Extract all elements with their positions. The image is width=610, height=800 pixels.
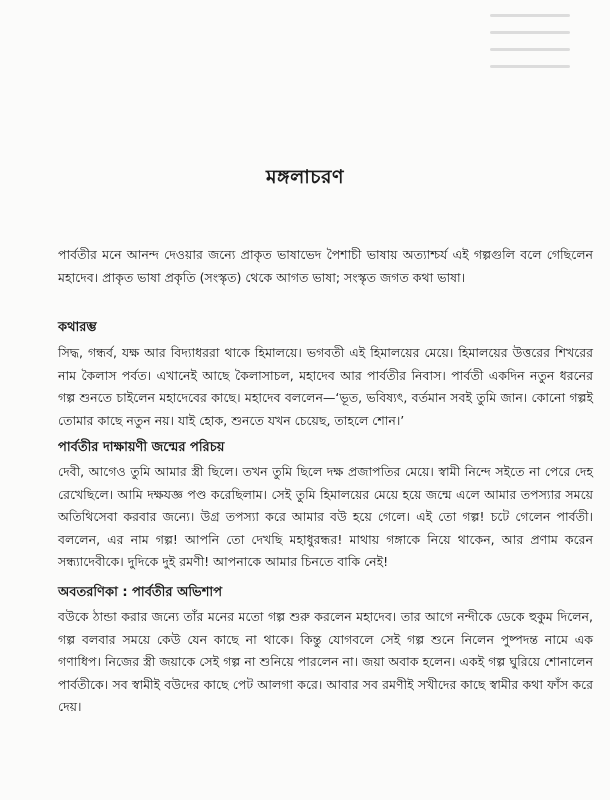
section-body-dakshayani: দেবী, আগেও তুমি আমার স্ত্রী ছিলে। তখন তুমি ছিলে দক্ষ প্রজাপতির মেয়ে। স্বামী নিন্দে সইতে না পেরে দেহ রেখেছিলে। আমি দক্ষযজ্ঞ পণ্ড করেছিলাম। সেই তুমি হিমালয়ের মেয়ে হয়ে জন্মে এলে আমার তপস্যার সময়ে অতিথিসেবা করবার জন্যে। উগ্র তপস্যা করে আমার বউ হয়ে গেলে। এই তো গল্প! চটে গেলেন পার্বতী। বললেন, এর নাম গল্প! আপনি তো দেখছি মহাধুরন্ধর! মাথায় গঙ্গাকে নিয়ে থাকেন, আর প্রণাম করেন সন্ধ্যাদেবীকে। দুদিকে দুই রমণী! আপনাকে আমার চিনতে বাকি নেই!	[58, 464, 593, 569]
section-heading-katharambha: কথারম্ভ	[58, 320, 97, 335]
section-body-abataranika: বউকে ঠান্ডা করার জন্যে তাঁর মনের মতো গল্প শুরু করলেন মহাদেব। তার আগে নন্দীকে ডেকে হুকুম দিলেন, গল্প বলবার সময়ে কেউ যেন কাছে না থাকে। কিন্তু যোগবলে সেই গল্প শুনে নিলেন পুষ্পদন্ত নামে এক গণাধিপ। নিজের স্ত্রী জয়াকে সেই গল্প না শুনিয়ে পারলেন না। জয়া অবাক হলেন। একই গল্প ঘুরিয়ে শোনালেন পার্বতীকে। সব স্বামীই বউদের কাছে পেট আলগা করে। আবার সব রমণীই সখীদের কাছে স্বামীর কথা ফাঁস করে দেয়।	[58, 609, 593, 714]
section-heading-abataranika: অবতরণিকা : পার্বতীর অভিশাপ	[58, 585, 223, 600]
section-heading-dakshayani: পার্বতীর দাক্ষায়ণী জন্মের পরিচয়	[58, 440, 225, 455]
page-title: মঙ্গলাচরণ	[265, 165, 344, 188]
bleed-through-marks	[490, 14, 570, 84]
section-body-katharambha: সিদ্ধ, গন্ধর্ব, যক্ষ আর বিদ্যাধররা থাকে হিমালয়ে। ভগবতী এই হিমালয়ের মেয়ে। হিমালয়ের উত্তরের শিখরের নাম কৈলাস পর্বত। এখানেই আছে কৈলাসাচল, মহাদেব আর পার্বতীর নিবাস। পার্বতী একদিন নতুন ধরনের গল্প শুনতে চাইলেন মহাদেবের কাছে। মহাদেব বললেন—‘ভূত, ভবিষ্যৎ, বর্তমান সবই তুমি জান। কোনো গল্পই তোমার কাছে নতুন নয়। যাই হোক, শুনতে যখন চেয়েছ, তাহলে শোন।’	[58, 345, 593, 428]
intro-paragraph: পার্বতীর মনে আনন্দ দেওয়ার জন্যে প্রাকৃত ভাষাভেদ পৈশাচী ভাষায় অত্যাশ্চর্য এই গল্পগুলি বলে গেছিলেন মহাদেব। প্রাকৃত ভাষা প্রকৃতি (সংস্কৃত) থেকে আগত ভাষা; সংস্কৃত জগত কথা ভাষা।	[58, 247, 593, 285]
